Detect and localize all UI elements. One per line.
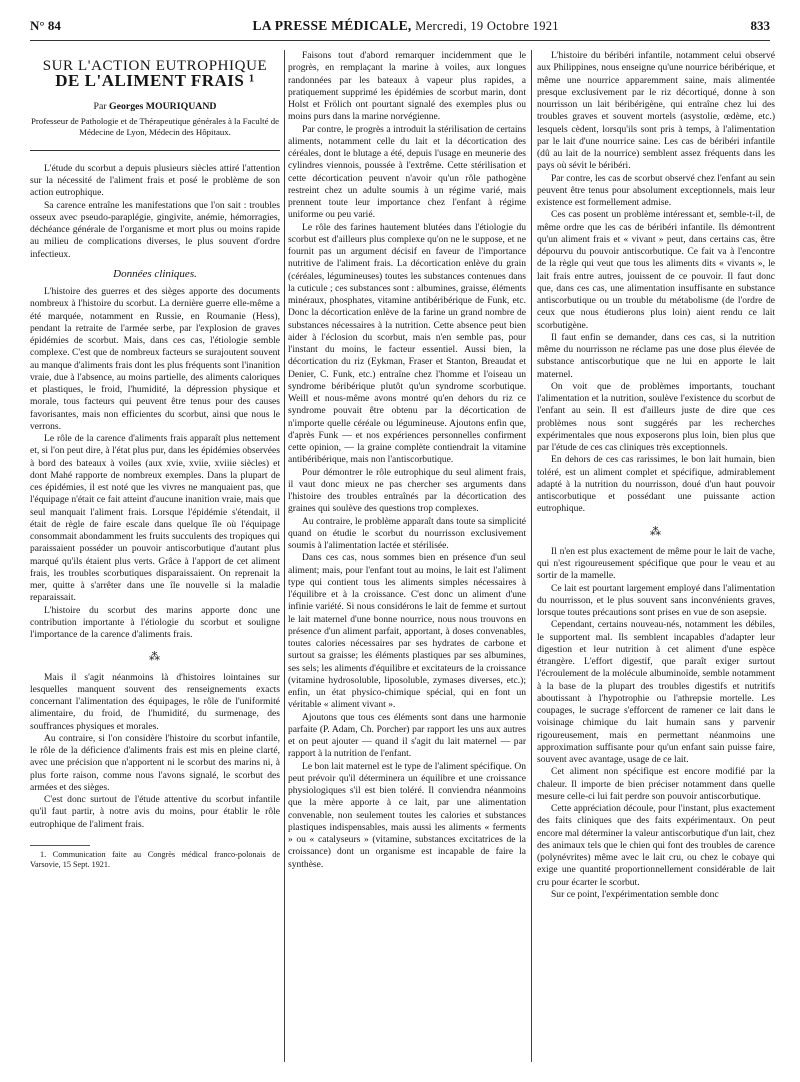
author-affiliation: Professeur de Pathologie et de Thérapeutique générales à la Faculté de Médecine de Lyon, Médecin des Hôpitaux. [30, 115, 279, 137]
column-divider [284, 50, 285, 1062]
paragraph: Par contre, les cas de scorbut observé chez l'enfant au sein peuvent être tenus pour absolument exceptionnels, mais leur existence est formellement admise. [537, 172, 775, 208]
article-title-line2: DE L'ALIMENT FRAIS ¹ [55, 71, 255, 91]
paragraph: Au contraire, si l'on considère l'histoire du scorbut infantile, le rôle de la déficience d'aliments frais est mis en pleine clarté, avec une précision que n'apportent ni le scorbut des marins ni, à plus forte raison, comme nous l'avons signalé, le scorbut des armées et des sièges. [30, 732, 280, 793]
paragraph: En dehors de ces cas rarissimes, le bon lait humain, bien toléré, est un aliment complet et spécifique, admirablement adapté à la nutrition du nourrisson, doué d'un haut pouvoir antiscorbutique et possédant une puissante action eutrophique. [537, 454, 775, 515]
paragraph: Sur ce point, l'expérimentation semble donc [551, 888, 719, 900]
paragraph: Cet aliment non spécifique est encore modifié par la chaleur. Il importe de bien préciser notamment dans quelle mesure celle-ci lui fait perdre son pouvoir antiscorbutique. [537, 766, 775, 802]
column-2 [288, 50, 526, 871]
column-divider [531, 50, 532, 1062]
column-1 [30, 50, 280, 871]
paragraph: Le rôle des farines hautement blutées dans l'étiologie du scorbut est d'ailleurs plus complexe qu'on ne le suppose, et ne fournit pas un argument décisif en faveur de l'importance nutritive de l'aliment frais. La décortication enlève du grain (céréales, légumineuses) toutes les substances contenues dans la cuticule ; ces substances sont : albumines, graisse, éléments minéraux, phosphates, vitamine antibéribérique de Funk, etc. Donc la décortication enlève de la farine un grand nombre de substances nécessaires à la nutrition. Cette absence peut bien aider à l'éclosion du scorbut, mais n'en semble pas, pour l'instant du moins, le facteur essentiel. Aussi bien, la décortication du riz (Eykman, Fraser et Stanton, Breaudat et Denier, C. Funk, etc.) entraîne chez l'homme et l'oiseau un syndrome béribérique plutôt qu'un syndrome scorbutique. Weill et nous-même avons montré qu'en dehors du riz ce syndrome pouvait être obtenu par la décortication de n'importe quelle céréale ou légumineuse. Ajoutons enfin que, d'après Funk — et nos expériences personnelles confirment cette opinion, — la graine complète contiendrait la vitamine antibéribérique, mais non l'antiscorbutique. [288, 221, 526, 466]
section-separator: ⁂ [149, 651, 161, 664]
journal-title [252, 18, 558, 34]
paragraph: Faisons tout d'abord remarquer incidemment que le progrès, en remplaçant la marine à voiles, aux longues randonnées par les bateaux à vapeur plus rapides, a pratiquement supprimé les épidémies de scorbut marin, dont Holst et Frölich ont pourtant signalé des exemples plus ou moins purs dans la marine norvégienne. [288, 50, 526, 123]
paragraph: L'histoire du béribéri infantile, notamment celui observé aux Philippines, nous enseigne qu'une nourrice béribérique, et même une nourrice apparemment saine, mais alimentée presque exclusivement par le riz décortiqué, donne à son nourrisson un lait béribérigène, qui entraîne chez lui des troubles graves et souvent mortels (asystolie, œdème, etc.) lesquels cèdent, lorsqu'ils sont pris à temps, à l'alimentation par le lait d'une nourrice saine. Les cas de béribéri infantile (dû au lait de la nourrice) semblent assez fréquents dans les pays où sévit le béribéri. [537, 50, 775, 172]
column-3 [537, 50, 775, 901]
paragraph: C'est donc surtout de l'étude attentive du scorbut infantile qu'il faut partir, à notre avis du moins, pour établir le rôle eutrophique de l'aliment frais. [30, 794, 280, 830]
section-separator: ⁂ [650, 525, 662, 538]
paragraph: Ce lait est pourtant largement employé dans l'alimentation du nourrisson, et le plus souvent sans inconvénients graves, lorsque toutes précautions sont prises en vue de son asepsie. [537, 582, 775, 618]
paragraph: Mais il s'agit néanmoins là d'histoires lointaines sur lesquelles manquent souvent des renseignements exacts concernant l'alimentation des équipages, le rôle de l'uniformité alimentaire, du froid, de l'humidité, du surmenage, des souffrances physiques et morales. [30, 671, 280, 732]
paragraph: Le rôle de la carence d'aliments frais apparaît plus nettement et, si l'on peut dire, à l'état plus pur, dans les épidémies observées à bord des bateaux à voiles (aux xvie, xviie, xviiie siècles) et dont Mahé rapporte de nombreux exemples. Dans la plupart de ces épidémies, il est noté que les vivres ne manquaient pas, que l'équipage n'était ce fait atteint d'aucune inanition vraie, mais que seul manquait l'aliment frais. Lorsque l'épidémie s'étendait, il était de règle de faire escale dans quelque île où l'équipage consommait abondamment les fruits succulents des tropiques qui paraissaient posséder un pouvoir antiscorbutique d'autant plus marqué qu'ils étaient plus verts. Grâce à l'apport de cet aliment frais, les troubles scorbutiques disparaissaient. On reprenait la mer, quitte à s'arrêter dans une île nouvelle si la maladie reparaissait. [30, 433, 280, 604]
footnote-rule [30, 845, 90, 846]
paragraph: Sa carence entraîne les manifestations que l'on sait : troubles osseux avec pseudo-paraplégie, gingivite, anémie, hémorragies, déchéance générale de l'organisme et mort plus ou moins rapide au milieu de complications diverses, le plus souvent d'ordre infectieux. [30, 199, 280, 260]
header-rule [30, 40, 770, 41]
paragraph: Cependant, certains nouveau-nés, notamment les débiles, le supportent mal. Ils semblent incapables d'adapter leur digestion et leur nutrition à cet aliment d'une espèce étrangère. L'effort digestif, que paraît exiger surtout l'écroulement de la molécule albuminoïde, semble notamment à la base de la plupart des troubles digestifs et nutritifs aboutissant à l'hypotrophie ou l'athrepsie mortelle. Les coupages, le sucrage s'efforcent de ramener ce lait dans le voisinage chimique du lait humain sans y parvenir rigoureusement, mais en permettant néanmoins une approximation suffisante pour qu'un enfant sain puisse faire, souvent avec avantage, usage de ce lait. [537, 619, 775, 765]
issue-number: N° 84 [30, 18, 61, 33]
paragraph: Au contraire, le problème apparaît dans toute sa simplicité quand on étudie le scorbut du nourrisson exclusivement soumis à l'alimentation lactée et stérilisée. [288, 515, 526, 551]
paragraph: Ajoutons que tous ces éléments sont dans une harmonie parfaite (P. Adam, Ch. Porcher) par rapport les uns aux autres et on peut ajouter — quand il s'agit du lait maternel — par rapport à la nutrition de l'enfant. [288, 711, 526, 760]
title-rule [30, 150, 280, 151]
paragraph: Dans ces cas, nous sommes bien en présence d'un seul aliment; mais, pour l'enfant tout au moins, le lait est l'aliment type qui contient tous les aliments simples nécessaires à l'équilibre et à la croissance. C'est donc un aliment d'une infinie variété. Si nous considérons le lait de femme et surtout le lait maternel d'une bonne nourrice, nous nous trouvons en présence d'un aliment parfait, apportant, à doses convenables, toutes calories nécessaires par ses hydrates de carbone et surtout sa graisse; les éléments plastiques par ses albumines, ses sels; les aliments d'équilibre et excitateurs de la croissance (vitamine hydrosoluble, liposoluble, zymases diverses, etc.); enfin, un état physico-chimique spécial, qui en font un véritable « aliment vivant ». [288, 552, 526, 711]
paragraph: L'histoire des guerres et des sièges apporte des documents nombreux à l'histoire du scorbut. La dernière guerre elle-même a été marquée, notamment en Russie, en Roumanie (Hess), pendant la retraite de l'armée serbe, par l'explosion de graves épidémies de scorbut. Mais, dans ces cas, l'étiologie semble complexe. C'est que de nombreux facteurs se surajoutent souvent au manque d'aliments frais dont les plus fréquents sont l'inanition vraie, due à l'absence, au moins partielle, des aliments caloriques et plastiques, le froid, l'humidité, la dépression physique et morale, tous facteurs qui peuvent être tenus pour des causes favorisantes, mais non efficientes du scorbut, ainsi que nous le verrons. [30, 286, 280, 432]
paragraph: Il faut enfin se demander, dans ces cas, si la nutrition même du nourrisson ne réclame pas une dose plus élevée de substance antiscorbutique que ne lui en apporte le lait maternel. [537, 331, 775, 380]
paragraph: Le bon lait maternel est le type de l'aliment spécifique. On peut prévoir qu'il déterminera un équilibre et une croissance physiologiques s'il est bien toléré. Il conviendra néanmoins que la mère apporte à ce lait, par une alimentation convenable, non seulement toutes les calories et substances plastiques indispensables, mais aussi les aliments « ferments » ou « catalyseurs » (vitamine, substances excitatrices de la croissance) dont un organisme est incapable de faire la synthèse. [288, 760, 526, 870]
issue-date: Mercredi, 19 Octobre 1921 [415, 19, 559, 33]
paragraph: L'histoire du scorbut des marins apporte donc une contribution importante à l'étiologie du scorbut et souligne l'importance de la carence d'aliments frais. [30, 604, 280, 640]
paragraph: Pour démontrer le rôle eutrophique du seul aliment frais, il vaut donc mieux ne pas chercher ses arguments dans l'histoire des troubles entraînés par la décortication des graines qui soulève des questions trop complexes. [288, 466, 526, 515]
paragraph: Il n'en est plus exactement de même pour le lait de vache, qui n'est rigoureusement spécifique que pour le veau et au sortir de la mamelle. [537, 545, 775, 582]
paragraph: L'étude du scorbut a depuis plusieurs siècles attiré l'attention sur la nécessité de l'aliment frais et posé le problème de son action eutrophique. [30, 162, 280, 199]
footnote: 1. Communication faite au Congrès médical franco-polonais de Varsovie, 15 Sept. 1921. [30, 849, 280, 870]
section-heading: Données cliniques. [113, 267, 197, 280]
paragraph: Ces cas posent un problème intéressant et, semble-t-il, de même ordre que les cas de béribéri infantile. Ils démontrent qu'un aliment frais et « vivant » peut, dans certains cas, être dépourvu du pouvoir antiscorbutique. Ce fait va à l'encontre de la règle qui veut que tous les aliments dits « vivants », le lait frais entre autres, jouissent de ce pouvoir. Il faut donc que, dans ces cas, une alimentation insuffisante en substance antiscorbutique ou un trouble du métabolisme (de l'ordre de ceux que nous étudierons plus loin) aient rendu ce lait scorbutigène. [537, 209, 775, 331]
author-line [30, 101, 280, 113]
author-name: Georges MOURIQUAND [109, 100, 217, 112]
author-prefix: Par [93, 100, 107, 112]
paragraph: Cette appréciation découle, pour l'instant, plus exactement des faits cliniques que des faits expérimentaux. On peut encore mal déterminer la valeur antiscorbutique d'un lait, chez des animaux tels que le chien qui font des troubles de carence (polynévrites) même avec le lait cru, ou chez le cobaye qui exige une quantité proportionnellement considérable de lait cru pour écarter le scorbut. [537, 803, 775, 888]
page-number: 833 [750, 18, 770, 33]
paragraph: Par contre, le progrès a introduit la stérilisation de certains aliments, notamment celle du lait et la décortication des céréales, dont le blutage a été, depuis l'usage en meunerie des cylindres viennois, poussée à l'extrême. Cette stérilisation et cette décortication peuvent n'avoir qu'un rôle pathogène restreint chez un adulte soumis à un régime varié, mais prennent toute leur importance chez l'enfant à régime uniforme ou peu varié. [288, 123, 526, 221]
running-header [30, 18, 770, 38]
paragraph: On voit que de problèmes importants, touchant l'alimentation et la nutrition, soulève l'existence du scorbut de l'enfant au sein. Il est d'ailleurs juste de dire que ces problèmes nous sont suggérés par les recherches expérimentales que nous exposerons plus loin, bien plus que par l'étude de ces cas cliniques très exceptionnels. [537, 380, 775, 453]
journal-name: LA PRESSE MÉDICALE, [252, 18, 412, 33]
article-title-line1: SUR L'ACTION EUTROPHIQUE [42, 58, 268, 74]
